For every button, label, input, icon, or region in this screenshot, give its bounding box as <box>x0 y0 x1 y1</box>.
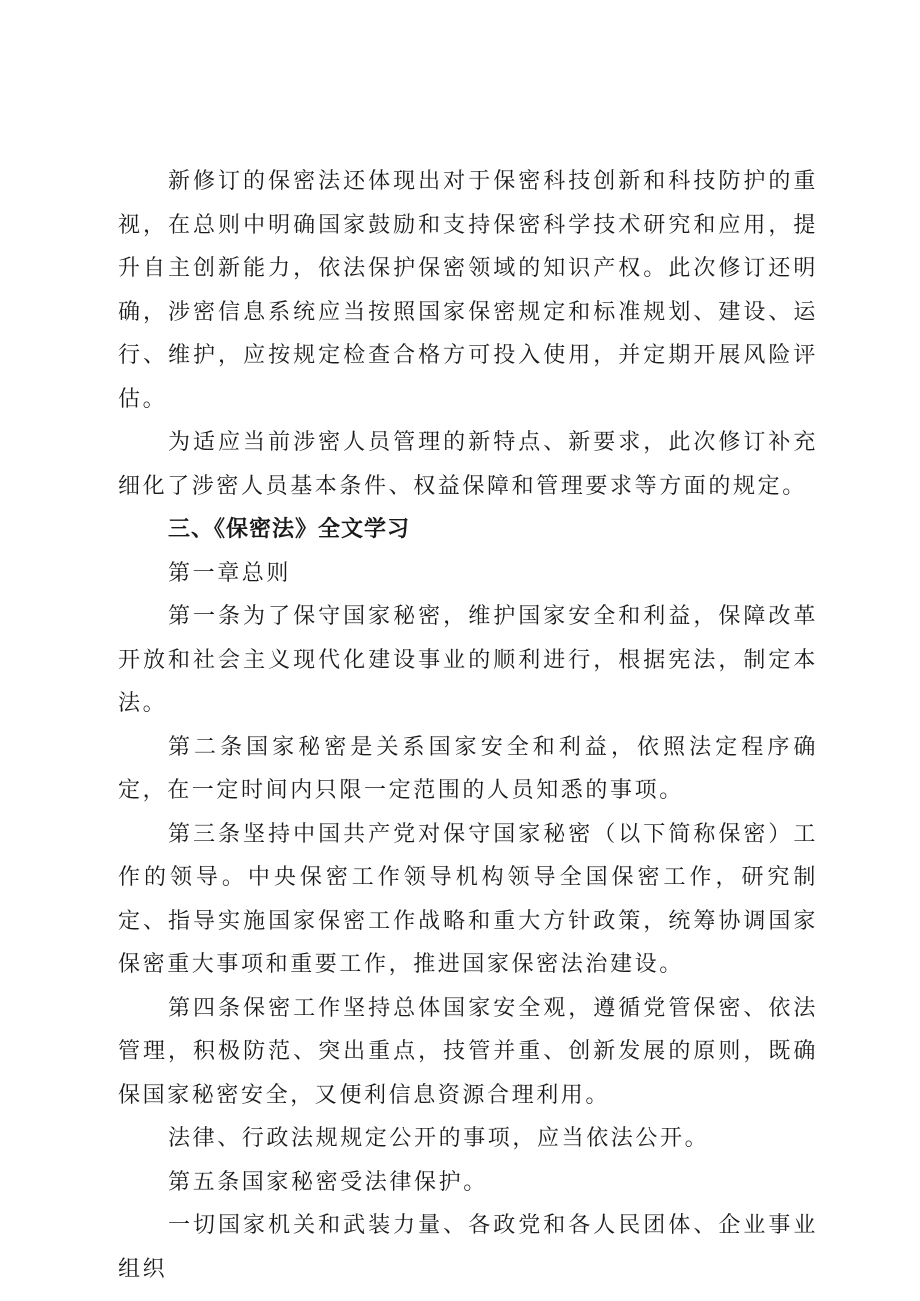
section-heading: 三、《保密法》全文学习 <box>168 517 411 542</box>
article-4: 第四条保密工作坚持总体国家安全观，遵循党管保密、依法管理，积极防范、突出重点，技管并重、创新发展的原则，既确保国家秘密安全，又便利信息资源合理利用。 <box>118 995 818 1108</box>
chapter-title: 第一章总则 <box>168 560 292 586</box>
article-1: 第一条为了保守国家秘密，维护国家安全和利益，保障改革开放和社会主义现代化建设事业的顺利进行，根据宪法，制定本法。 <box>118 604 818 716</box>
article-3: 第三条坚持中国共产党对保守国家秘密（以下简称保密）工作的领导。中央保密工作领导机构领导全国保密工作，研究制定、指导实施国家保密工作战略和重大方针政策，统筹协调国家保密重大事项和重要工作，推进国家保密法治建设。 <box>118 821 818 977</box>
article-2: 第二条国家秘密是关系国家安全和利益，依照法定程序确定，在一定时间内只限一定范围的人员知悉的事项。 <box>118 734 818 803</box>
paragraph-tech-innovation: 新修订的保密法还体现出对于保密科技创新和科技防护的重视，在总则中明确国家鼓励和支持保密科学技术研究和应用，提升自主创新能力，依法保护保密领域的知识产权。此次修订还明确，涉密信息系统应当按照国家保密规定和标准规划、建设、运行、维护，应按规定检查合格方可投入使用，并定期开展风险评估。 <box>118 169 818 412</box>
paragraph-personnel: 为适应当前涉密人员管理的新特点、新要求，此次修订补充细化了涉密人员基本条件、权益保障和管理要求等方面的规定。 <box>118 430 818 499</box>
article-5-paragraph-2: 一切国家机关和武装力量、各政党和各人民团体、企业事业组织 <box>118 1213 818 1282</box>
article-4-paragraph-2: 法律、行政法规规定公开的事项，应当依法公开。 <box>168 1126 710 1151</box>
document-body <box>118 160 818 1291</box>
article-5: 第五条国家秘密受法律保护。 <box>168 1169 488 1195</box>
